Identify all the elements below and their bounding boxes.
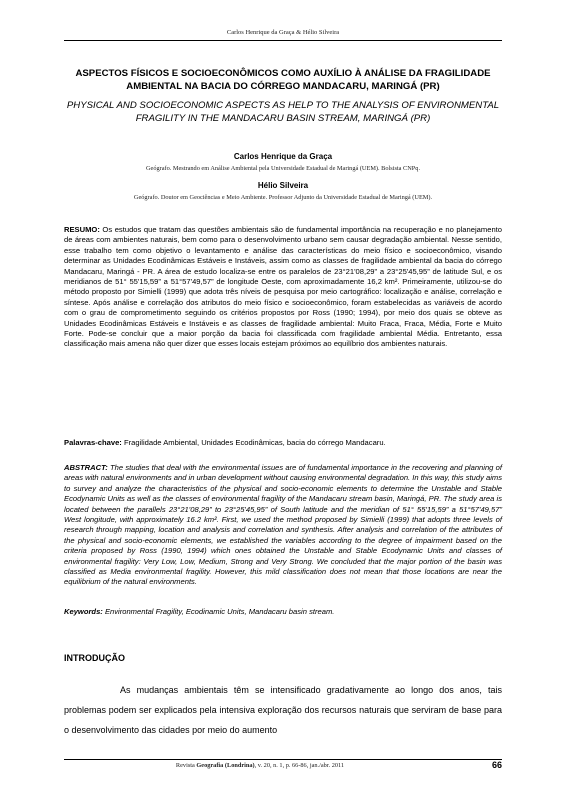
keywords-label: Keywords: — [64, 607, 103, 616]
keywords-text: Environmental Fragility, Ecodinamic Units, Mandacaru basin stream. — [102, 607, 335, 616]
footer-prefix: Revista — [175, 762, 197, 769]
abstract-text: The studies that deal with the environmental issues are of fundamental importance in the recovering and planning of areas with natural environments and in urban development without causing environmental degradation. In this way, this study aims to survey and analyze the characteristics of the physical and socio-economic elements to determine the Unstable and Stable Ecodynamic Units as well as the classes of environmental fragility of the Mandacaru stream basin, Maringá, PR. The study area is located between the parallels 23°21'08,29” to 23°25'45,95” of South latitude and the meridian of 51° 55'15,59” a 51°57'49,57” West longitude, with approximately 16.2 km². First, we used the method proposed by Simielli (1999) that adopts three levels of research through mapping, location and analysis and correlation and synthesis. After analysis and correlation of the attributes of the physical and socio-economic elements, we established the variables according to the degree of impairment based on the criteria proposed by Ross (1990, 1994) which ones obtained the Unstable and Stable Ecodynamic Units and classes of environmental fragility: Very Low, Low, Medium, Strong and Very Strong. We concluded that the major portion of the basin was classified as Media environmental fragility. However, this mild classification does not mean that those locations are near the equilibrium of the natural environments. — [64, 463, 503, 587]
page-number: 66 — [491, 760, 502, 770]
author-name: Carlos Henrique da Graça — [233, 152, 333, 161]
palavras-chave-label: Palavras-chave: — [64, 438, 122, 447]
footer-rule — [64, 759, 502, 760]
author-affiliation: Geógrafo. Mestrando em Análise Ambiental pela Universidade Estadual de Maringá (UEM). Bolsista CNPq. — [145, 165, 421, 172]
resumo-label: RESUMO: — [64, 225, 100, 234]
running-head: Carlos Henrique da Graça & Hélio Silveira — [226, 29, 340, 36]
section-heading: INTRODUÇÃO — [64, 653, 125, 663]
intro-paragraph: As mudanças ambientais têm se intensificado gradativamente ao longo dos anos, tais problemas podem ser explicados pela intensiva exploração dos recursos naturais que serviram de base para o desenvolvimento das cidades por meio do aumento — [64, 685, 502, 735]
author-affiliation: Geógrafo. Doutor em Geociências e Meio Ambiente. Professor Adjunto da Universidade Estadual de Maringá (UEM). — [133, 194, 433, 201]
resumo-paragraph — [64, 225, 502, 350]
footer-journal: Geografia (Londrina) — [196, 762, 255, 769]
title-english: PHYSICAL AND SOCIOECONOMIC ASPECTS AS HELP TO THE ANALYSIS OF ENVIRONMENTAL FRAGILITY IN THE MANDACARU BASIN STREAM, MARINGÁ (PR) — [66, 100, 500, 124]
author-name: Hélio Silveira — [257, 181, 309, 190]
footer-citation — [64, 762, 456, 769]
palavras-chave-text: Fragilidade Ambiental, Unidades Ecodinâmicas, bacia do córrego Mandacaru. — [121, 438, 386, 447]
footer-details: , v. 20, n. 1, p. 66-86, jan./abr. 2011 — [254, 762, 345, 769]
abstract-label: ABSTRACT: — [64, 463, 108, 472]
resumo-text: Os estudos que tratam das questões ambientais são de fundamental importância na recuperação e no planejamento de áreas com ambientes naturais, bem como para o desenvolvimento urbano sem causar degradação ambiental. Nesse sentido, esse trabalho tem como objetivo o levantamento e análise das características do meio físico e socioeconômico, visando determinar as Unidades Ecodinâmicas Estáveis e Instáveis, assim como as classes de fragilidade ambiental da bacia do córrego Mandacaru, Maringá - PR. A área de estudo localiza-se entre os paralelos de 23°21'08,29” a 23°25'45,95” de latitude Sul, e os meridianos de 51° 55'15,59” a 51°57'49,57” de longitude Oeste, com aproximadamente 16,2 km². Primeiramente, utilizou-se do método proposto por Simielli (1999) que adota três níveis de pesquisa por meio cartográfico: localização e análise, correlação e síntese. Após análise e correlação dos atributos do meio físico e socioeconômico, foram estabelecidas as variáveis de acordo com o grau de comprometimento seguindo os critérios propostos por Ross (1990; 1994), por meio dos quais se obteve as Unidades Ecodinâmicas Estáveis e Instáveis e as classes de fragilidade ambiental: Muito Fraca, Fraca, Média, Forte e Muito Forte. Pode-se concluir que a maior porção da bacia foi classificada com fragilidade ambiental Média. Entretanto, essa classificação mais amena não quer dizer que esses locais estejam próximos ao equilíbrio dos ambientes naturais. — [64, 225, 502, 349]
title-portuguese: ASPECTOS FÍSICOS E SOCIOECONÔMICOS COMO AUXÍLIO À ANÁLISE DA FRAGILIDADE AMBIENTAL NA BACIA DO CÓRREGO MANDACARU, MARINGÁ (PR) — [75, 68, 491, 92]
abstract-paragraph — [64, 463, 502, 588]
keywords-paragraph — [64, 607, 502, 617]
header-rule — [64, 40, 502, 41]
palavras-chave-paragraph — [64, 438, 502, 448]
